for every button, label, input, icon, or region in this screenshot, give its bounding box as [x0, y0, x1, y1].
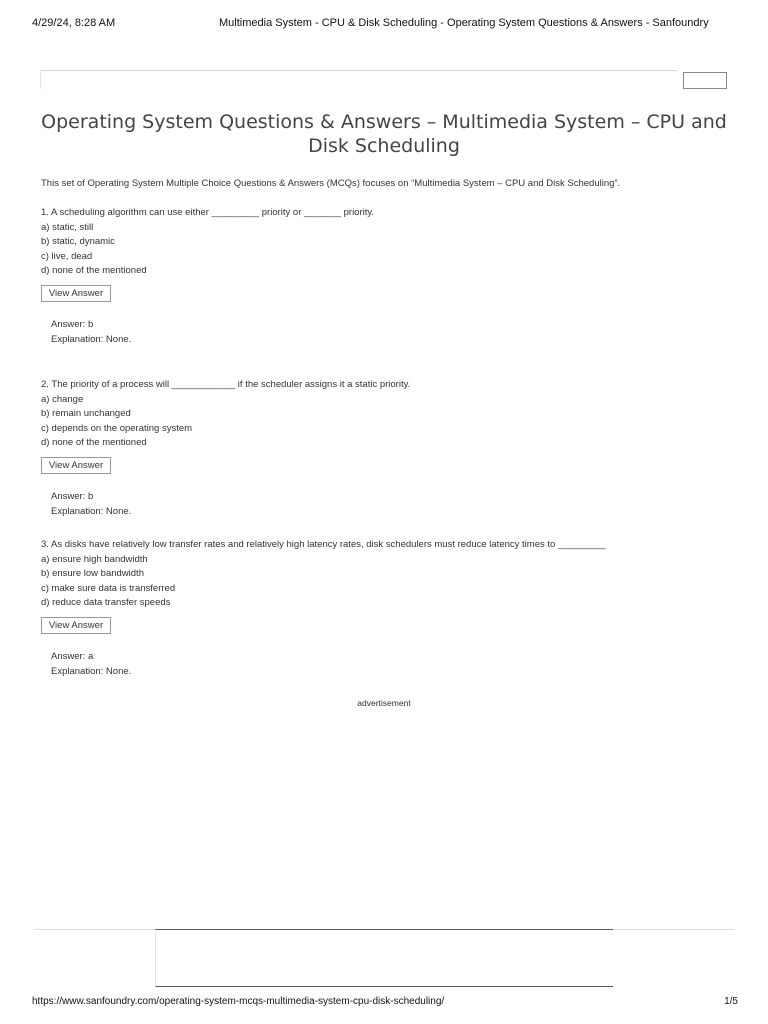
- intro-paragraph: This set of Operating System Multiple Choice Questions & Answers (MCQs) focuses on “Multimedia System – CPU and Disk Scheduling”.: [41, 178, 621, 189]
- question-block-2: [41, 378, 410, 451]
- explanation-text: Explanation: None.: [51, 334, 132, 345]
- option-a: a) ensure high bandwidth: [41, 553, 148, 565]
- print-url: https://www.sanfoundry.com/operating-system-mcqs-multimedia-system-cpu-disk-scheduling/: [32, 996, 445, 1007]
- option-c: c) make sure data is transferred: [41, 582, 176, 594]
- option-d: d) reduce data transfer speeds: [41, 597, 171, 609]
- option-b: b) ensure low bandwidth: [41, 568, 144, 580]
- answer-text: Answer: b: [51, 491, 94, 502]
- print-page-number: 1/5: [724, 996, 738, 1007]
- option-a: a) change: [41, 393, 84, 405]
- print-document-title: Multimedia System - CPU & Disk Scheduling - Operating System Questions & Answers - Sanfoundry: [219, 17, 709, 29]
- question-text: 3. As disks have relatively low transfer rates and relatively high latency rates, disk schedulers must reduce latency times to _________: [41, 539, 606, 550]
- option-a: a) static, still: [41, 221, 94, 233]
- answer-text: Answer: a: [51, 651, 94, 662]
- advertisement-label: advertisement: [357, 698, 411, 708]
- view-answer-button-3[interactable]: View Answer: [41, 617, 111, 634]
- explanation-text: Explanation: None.: [51, 506, 132, 517]
- search-input[interactable]: [40, 70, 677, 89]
- page-title: Operating System Questions & Answers – Multimedia System – CPU and Disk Scheduling: [41, 111, 727, 157]
- answer-block-1: [51, 317, 131, 347]
- option-d: d) none of the mentioned: [41, 265, 147, 277]
- question-text: 1. A scheduling algorithm can use either _________ priority or _______ priority.: [41, 207, 375, 218]
- answer-block-2: [51, 489, 131, 519]
- search-button[interactable]: [683, 72, 727, 89]
- explanation-text: Explanation: None.: [51, 666, 132, 677]
- print-footer: [32, 996, 738, 1010]
- option-b: b) remain unchanged: [41, 408, 131, 420]
- print-date-time: 4/29/24, 8:28 AM: [32, 17, 116, 29]
- question-block-3: [41, 538, 605, 611]
- print-header: [32, 17, 740, 33]
- option-c: c) live, dead: [41, 250, 93, 262]
- view-answer-button-1[interactable]: View Answer: [41, 285, 111, 302]
- answer-text: Answer: b: [51, 319, 94, 330]
- question-text: 2. The priority of a process will ____________ if the scheduler assigns it a static priority.: [41, 379, 411, 390]
- question-block-1: [41, 206, 374, 279]
- ad-frame[interactable]: [155, 929, 613, 987]
- option-b: b) static, dynamic: [41, 236, 115, 248]
- option-c: c) depends on the operating system: [41, 422, 193, 434]
- option-d: d) none of the mentioned: [41, 437, 147, 449]
- view-answer-button-2[interactable]: View Answer: [41, 457, 111, 474]
- answer-block-3: [51, 649, 131, 679]
